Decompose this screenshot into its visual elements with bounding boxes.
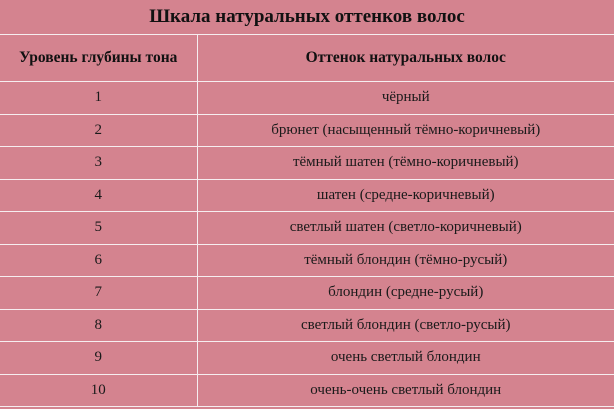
cell-level: 3 xyxy=(0,147,197,180)
table-row xyxy=(0,374,614,407)
cell-shade: брюнет (насыщенный тёмно-коричневый) xyxy=(197,114,614,147)
cell-shade: светлый шатен (светло-коричневый) xyxy=(197,212,614,245)
table-row xyxy=(0,244,614,277)
table-row xyxy=(0,212,614,245)
cell-shade: шатен (средне-коричневый) xyxy=(197,179,614,212)
table-row xyxy=(0,309,614,342)
cell-shade: очень-очень светлый блондин xyxy=(197,374,614,407)
table-row xyxy=(0,114,614,147)
table-row xyxy=(0,82,614,115)
cell-shade: светлый блондин (светло-русый) xyxy=(197,309,614,342)
table-header-row xyxy=(0,35,614,82)
cell-level: 1 xyxy=(0,82,197,115)
cell-level: 4 xyxy=(0,179,197,212)
header-natural-shade: Оттенок натуральных волос xyxy=(197,35,614,82)
cell-shade: тёмный шатен (тёмно-коричневый) xyxy=(197,147,614,180)
cell-shade: чёрный xyxy=(197,82,614,115)
table-row xyxy=(0,147,614,180)
cell-shade: блондин (средне-русый) xyxy=(197,277,614,310)
header-tone-level: Уровень глубины тона xyxy=(0,35,197,82)
table-row xyxy=(0,342,614,375)
cell-shade: тёмный блондин (тёмно-русый) xyxy=(197,244,614,277)
table-row xyxy=(0,179,614,212)
hair-tone-table xyxy=(0,34,614,407)
page-title: Шкала натуральных оттенков волос xyxy=(149,6,465,27)
cell-level: 7 xyxy=(0,277,197,310)
cell-shade: очень светлый блондин xyxy=(197,342,614,375)
cell-level: 6 xyxy=(0,244,197,277)
cell-level: 8 xyxy=(0,309,197,342)
cell-level: 10 xyxy=(0,374,197,407)
cell-level: 2 xyxy=(0,114,197,147)
table-row xyxy=(0,277,614,310)
cell-level: 9 xyxy=(0,342,197,375)
cell-level: 5 xyxy=(0,212,197,245)
